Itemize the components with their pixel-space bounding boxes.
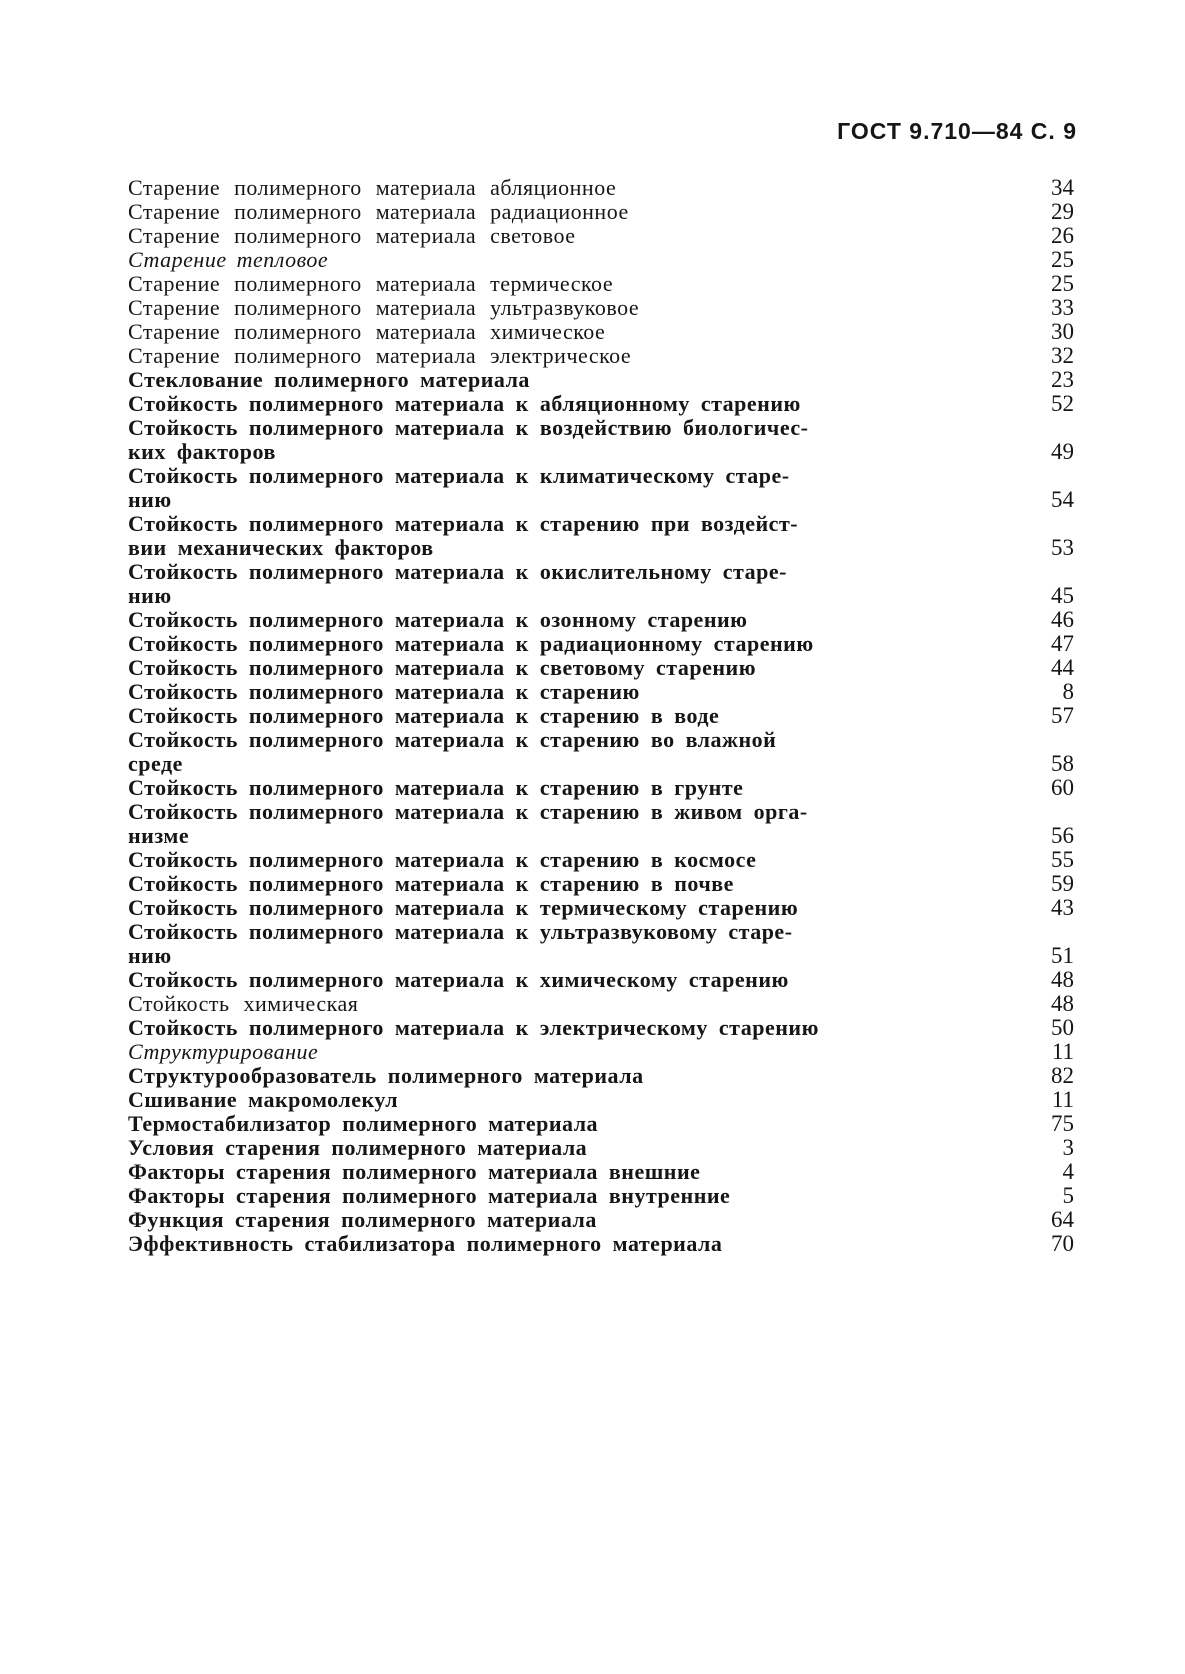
- index-term: Старение полимерного материала радиационное: [128, 199, 629, 224]
- index-entry: [128, 632, 1074, 656]
- index-term: Стойкость полимерного материала к старению в почве: [128, 871, 734, 896]
- index-entry: [128, 176, 1074, 200]
- index-entry: [128, 272, 1074, 296]
- index-term: Старение полимерного материала термическое: [128, 271, 614, 296]
- index-entry: [128, 776, 1074, 800]
- index-entry: [128, 1064, 1074, 1088]
- index-entry: [128, 800, 1074, 848]
- index-page-number: 50: [1051, 1015, 1074, 1040]
- index-entry: [128, 704, 1074, 728]
- index-page-number: 64: [1051, 1207, 1074, 1232]
- index-term: Стойкость полимерного материала к термическому старению: [128, 895, 799, 920]
- index-entry: [128, 968, 1074, 992]
- index-entry: [128, 296, 1074, 320]
- index-term: Старение полимерного материала электрическое: [128, 343, 632, 368]
- index-term: Стойкость полимерного материала к ультразвуковому старе- нию: [128, 919, 793, 968]
- index-entry: [128, 992, 1074, 1016]
- index-entry: [128, 200, 1074, 224]
- index-term: Стойкость полимерного материала к воздействию биологичес- ких факторов: [128, 415, 809, 464]
- index-term: Стеклование полимерного материала: [128, 367, 530, 392]
- index-term: Стойкость полимерного материала к старению: [128, 679, 640, 704]
- index-entry: [128, 1160, 1074, 1184]
- index-page-number: 5: [1062, 1183, 1074, 1208]
- index-page-number: 23: [1051, 367, 1074, 392]
- index-page-number: 49: [1051, 439, 1074, 464]
- index-entry: [128, 248, 1074, 272]
- index-term: Стойкость полимерного материала к старению в воде: [128, 703, 720, 728]
- index-page-number: 60: [1051, 775, 1074, 800]
- index-page-number: 44: [1051, 655, 1074, 680]
- index-entry: [128, 872, 1074, 896]
- index-term: Стойкость полимерного материала к старению при воздейст- вии механических факторов: [128, 511, 799, 560]
- subject-index-list: [128, 176, 1074, 1256]
- index-term: Старение полимерного материала световое: [128, 223, 576, 248]
- index-term: Стойкость полимерного материала к старению во влажной среде: [128, 727, 777, 776]
- index-term: Условия старения полимерного материала: [128, 1135, 588, 1160]
- index-term: Сшивание макромолекул: [128, 1087, 399, 1112]
- index-page-number: 46: [1051, 607, 1074, 632]
- index-page-number: 53: [1051, 535, 1074, 560]
- index-page-number: 29: [1051, 199, 1074, 224]
- index-term: Стойкость полимерного материала к световому старению: [128, 655, 757, 680]
- index-page-number: 34: [1051, 175, 1074, 200]
- index-page-number: 47: [1051, 631, 1074, 656]
- index-entry: [128, 224, 1074, 248]
- index-term: Стойкость полимерного материала к электрическому старению: [128, 1015, 819, 1040]
- index-term: Стойкость полимерного материала к климатическому старе- нию: [128, 463, 790, 512]
- index-page-number: 48: [1051, 991, 1074, 1016]
- index-page-number: 82: [1051, 1063, 1074, 1088]
- index-term: Стойкость полимерного материала к радиационному старению: [128, 631, 814, 656]
- index-page-number: 32: [1051, 343, 1074, 368]
- index-page-number: 52: [1051, 391, 1074, 416]
- index-page-number: 30: [1051, 319, 1074, 344]
- index-entry: [128, 1112, 1074, 1136]
- index-page-number: 11: [1051, 1039, 1074, 1064]
- index-page-number: 45: [1051, 583, 1074, 608]
- index-entry: [128, 320, 1074, 344]
- index-page-number: 43: [1051, 895, 1074, 920]
- index-term: Термостабилизатор полимерного материала: [128, 1111, 599, 1136]
- index-entry: [128, 344, 1074, 368]
- index-term: Стойкость полимерного материала к старению в живом орга- низме: [128, 799, 808, 848]
- index-entry: [128, 920, 1074, 968]
- index-term: Эффективность стабилизатора полимерного материала: [128, 1231, 723, 1256]
- index-page-number: 11: [1051, 1087, 1074, 1112]
- index-entry: [128, 608, 1074, 632]
- index-term: Старение полимерного материала химическое: [128, 319, 606, 344]
- index-term: Стойкость полимерного материала к старению в грунте: [128, 775, 744, 800]
- index-entry: [128, 680, 1074, 704]
- index-term: Структурообразователь полимерного материала: [128, 1063, 644, 1088]
- index-entry: [128, 656, 1074, 680]
- index-entry: [128, 368, 1074, 392]
- index-entry: [128, 1136, 1074, 1160]
- index-page-number: 26: [1051, 223, 1074, 248]
- index-page-number: 59: [1051, 871, 1074, 896]
- index-page-number: 75: [1051, 1111, 1074, 1136]
- index-page-number: 25: [1051, 271, 1074, 296]
- index-term: Стойкость полимерного материала к старению в космосе: [128, 847, 757, 872]
- index-entry: [128, 392, 1074, 416]
- index-page-number: 70: [1051, 1231, 1074, 1256]
- index-term: Стойкость химическая: [128, 991, 359, 1016]
- index-entry: [128, 512, 1074, 560]
- index-term: Стойкость полимерного материала к химическому старению: [128, 967, 789, 992]
- index-term: Факторы старения полимерного материала внешние: [128, 1159, 701, 1184]
- index-term: Старение тепловое: [128, 247, 329, 272]
- index-page-number: 56: [1051, 823, 1074, 848]
- index-term: Функция старения полимерного материала: [128, 1207, 597, 1232]
- index-entry: [128, 896, 1074, 920]
- index-entry: [128, 416, 1074, 464]
- index-term: Стойкость полимерного материала к озонному старению: [128, 607, 748, 632]
- index-term: Стойкость полимерного материала к окислительному старе- нию: [128, 559, 787, 608]
- index-page-number: 51: [1051, 943, 1074, 968]
- index-entry: [128, 1208, 1074, 1232]
- index-entry: [128, 848, 1074, 872]
- index-page-number: 25: [1051, 247, 1074, 272]
- index-term: Старение полимерного материала ультразвуковое: [128, 295, 640, 320]
- index-entry: [128, 560, 1074, 608]
- index-page-number: 33: [1051, 295, 1074, 320]
- index-page-number: 4: [1062, 1159, 1074, 1184]
- index-page-number: 8: [1062, 679, 1074, 704]
- index-entry: [128, 1088, 1074, 1112]
- index-page-number: 58: [1051, 751, 1074, 776]
- index-page-number: 55: [1051, 847, 1074, 872]
- index-term: Старение полимерного материала абляционное: [128, 175, 617, 200]
- index-term: Факторы старения полимерного материала внутренние: [128, 1183, 731, 1208]
- index-entry: [128, 1016, 1074, 1040]
- index-page-number: 54: [1051, 487, 1074, 512]
- index-entry: [128, 1184, 1074, 1208]
- index-page-number: 3: [1062, 1135, 1074, 1160]
- index-entry: [128, 464, 1074, 512]
- index-entry: [128, 1040, 1074, 1064]
- page-header: ГОСТ 9.710—84 С. 9: [837, 118, 1077, 144]
- index-entry: [128, 1232, 1074, 1256]
- index-term: Стойкость полимерного материала к абляционному старению: [128, 391, 801, 416]
- index-entry: [128, 728, 1074, 776]
- index-term: Структурирование: [128, 1039, 319, 1064]
- index-page-number: 57: [1051, 703, 1074, 728]
- index-page-number: 48: [1051, 967, 1074, 992]
